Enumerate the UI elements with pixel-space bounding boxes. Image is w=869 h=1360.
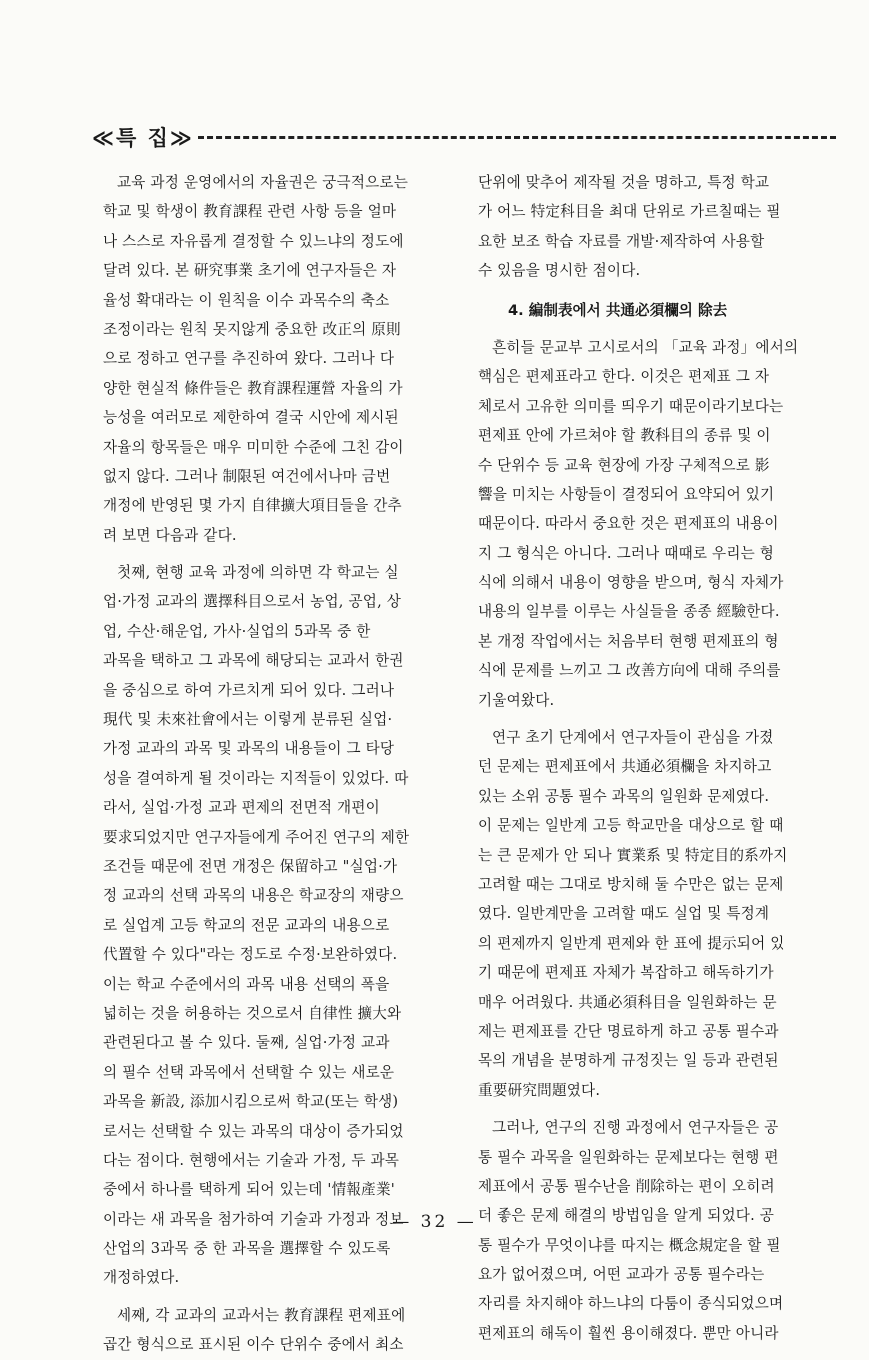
- text-line: 식에 문제를 느끼고 그 改善方向에 대해 주의를: [478, 662, 781, 680]
- text-line: 본 개정 작업에서는 처음부터 현행 편제표의 형: [478, 632, 779, 650]
- paragraph-gap: [478, 1105, 823, 1113]
- paragraph: [103, 1301, 440, 1360]
- text-line: 더 좋은 문제 해결의 방법임을 알게 되었다. 공: [478, 1207, 775, 1225]
- left-column: [103, 168, 440, 1360]
- text-line: 양한 현실적 條件들은 教育課程運營 자율의 가: [103, 379, 403, 397]
- text-line: 기 때문에 편제표 자체가 복잡하고 해독하기가: [478, 964, 774, 982]
- text-line: 없지 않다. 그러나 制限된 여건에서나마 금번: [103, 467, 391, 485]
- text-line: 그러나, 연구의 진행 과정에서 연구자들은 공: [492, 1119, 779, 1137]
- text-line: 는 큰 문제가 안 되나 實業系 및 特定目的系까지: [478, 846, 788, 864]
- text-line: 가정 교과의 과목 및 과목의 내용들이 그 타당: [103, 740, 395, 758]
- text-line: 첫째, 현행 교육 과정에 의하면 각 학교는 실: [117, 564, 399, 582]
- text-line: 이라는 새 과목을 첨가하여 기술과 가정과 정보: [103, 1210, 404, 1228]
- text-line: 代置할 수 있다"라는 정도로 수정·보완하였다.: [103, 946, 398, 964]
- text-line: 로서는 선택할 수 있는 과목의 대상이 증가되었: [103, 1122, 404, 1140]
- text-line: 넓히는 것을 허용하는 것으로서 自律性 擴大와: [103, 1004, 402, 1022]
- text-line: 있는 소위 공통 필수 과목의 일원화 문제였다.: [478, 787, 770, 805]
- paragraph: [103, 558, 440, 1293]
- text-line: 성을 결여하게 될 것이라는 지적들이 있었다. 따: [103, 769, 409, 787]
- text-line: 목의 개념을 분명하게 규정짓는 일 등과 관련된: [478, 1052, 779, 1070]
- paragraph: [103, 168, 440, 550]
- text-line: 수 있음을 명시한 점이다.: [478, 262, 641, 280]
- text-line: 나 스스로 자유롭게 결정할 수 있느냐의 정도에: [103, 232, 404, 250]
- header-dashed-rule: [198, 136, 836, 139]
- text-line: 을 중심으로 하여 가르치게 되어 있다. 그러나: [103, 681, 395, 699]
- paragraph-gap: [103, 550, 440, 558]
- text-line: 업, 수산·해운업, 가사·실업의 5과목 중 한: [103, 622, 371, 640]
- text-line: 기울여왔다.: [478, 691, 555, 709]
- text-line: 重要研究問題였다.: [478, 1081, 601, 1099]
- text-line: 조정이라는 원칙 못지않게 중요한 改正의 原則: [103, 320, 401, 338]
- text-line: 響을 미치는 사항들이 결정되어 요약되어 있기: [478, 485, 775, 503]
- page-number: — 32 —: [392, 1212, 477, 1232]
- text-line: 과목을 新設, 添加시킴으로써 학교(또는 학생): [103, 1093, 399, 1111]
- text-line: 조건들 때문에 전면 개정은 保留하고 "실업·가: [103, 857, 398, 875]
- text-line: 고려할 때는 그대로 방치해 둘 수만은 없는 문제: [478, 875, 784, 893]
- text-line: 교육 과정 운영에서의 자율권은 궁극적으로는: [117, 174, 409, 191]
- text-line: 세째, 각 교과의 교과서는 教育課程 편제표에: [117, 1306, 406, 1324]
- section-title: ≪특 집≫: [92, 126, 194, 150]
- text-line: 식에 의해서 내용이 영향을 받으며, 형식 자체가: [478, 574, 784, 592]
- text-line: 요가 없어졌으며, 어떤 교과가 공통 필수라는: [478, 1266, 765, 1284]
- text-line: 였다. 일반계만을 고려할 때도 실업 및 특정계: [478, 905, 770, 923]
- text-line: 개정에 반영된 몇 가지 自律擴大項目들을 간추: [103, 497, 402, 515]
- text-line: 려 보면 다음과 같다.: [103, 526, 237, 544]
- text-line: 달려 있다. 본 研究事業 초기에 연구자들은 자: [103, 262, 397, 280]
- text-line: 산업의 3과목 중 한 과목을 選擇할 수 있도록: [103, 1240, 391, 1258]
- text-line: 통 필수가 무엇이냐를 따지는 概念規定을 할 필: [478, 1236, 781, 1254]
- text-line: 내용의 일부를 이루는 사실들을 종종 經驗한다.: [478, 603, 780, 621]
- text-line: 제는 편제표를 간단 명료하게 하고 공통 필수과: [478, 1022, 779, 1040]
- text-line: 연구 초기 단계에서 연구자들이 관심을 가졌: [492, 729, 774, 747]
- text-line: 핵심은 편제표라고 한다. 이것은 편제표 그 자: [478, 368, 770, 386]
- text-line: 지 그 형식은 아니다. 그러나 때때로 우리는 형: [478, 544, 775, 562]
- text-line: 가 어느 特定科目을 최대 단위로 가르칠때는 필: [478, 203, 781, 221]
- text-line: 자리를 차지해야 하느냐의 다툼이 종식되었으며: [478, 1295, 784, 1313]
- paragraph-gap: [478, 715, 823, 723]
- text-line: 으로 정하고 연구를 추진하여 왔다. 그러나 다: [103, 350, 395, 368]
- text-line: 라서, 실업·가정 교과 편제의 전면적 개편이: [103, 799, 380, 817]
- text-line: 통 필수 과목을 일원화하는 문제보다는 현행 편: [478, 1148, 779, 1166]
- text-line: 의 편제까지 일반계 편제와 한 표에 提示되어 있: [478, 934, 785, 952]
- text-line: 관련된다고 볼 수 있다. 둘째, 실업·가정 교과: [103, 1034, 390, 1052]
- text-line: 단위에 맞추어 제작될 것을 명하고, 특정 학교: [478, 174, 770, 191]
- text-line: 중에서 하나를 택하게 되어 있는데 '情報產業': [103, 1181, 395, 1199]
- text-line: 수 단위수 등 교육 현장에 가장 구체적으로 影: [478, 456, 770, 474]
- text-line: 정 교과의 선택 과목의 내용은 학교장의 재량으: [103, 887, 404, 905]
- text-line: 개정하였다.: [103, 1269, 180, 1287]
- text-line: 학교 및 학생이 教育課程 관련 사항 등을 얼마: [103, 203, 397, 221]
- text-line: 이 문제는 일반계 고등 학교만을 대상으로 할 때: [478, 817, 784, 835]
- text-line: 던 문제는 편제표에서 共通必須欄을 차지하고: [478, 758, 772, 776]
- text-line: 체로서 고유한 의미를 띄우기 때문이라기보다는: [478, 397, 784, 415]
- text-line: 이는 학교 수준에서의 과목 내용 선택의 폭을: [103, 975, 390, 993]
- text-line: 편제표의 해독이 훨씬 용이해졌다. 뿐만 아니라: [478, 1324, 779, 1342]
- text-line: 다는 점이다. 현행에서는 기술과 가정, 두 과목: [103, 1151, 400, 1169]
- text-line: 때문이다. 따라서 중요한 것은 편제표의 내용이: [478, 515, 779, 533]
- text-line: 과목을 택하고 그 과목에 해당되는 교과서 한권: [103, 652, 404, 670]
- text-line: 매우 어려웠다. 共通必須科目을 일원화하는 문: [478, 993, 777, 1011]
- text-line: 現代 및 未來社會에서는 이렇게 분류된 실업·: [103, 711, 393, 729]
- text-line: 로 실업계 고등 학교의 전문 교과의 내용으로: [103, 916, 390, 934]
- text-line: 곱간 형식으로 표시된 이수 단위수 중에서 최소: [103, 1336, 404, 1354]
- section-heading: 4. 編制表에서 共通必須欄의 除去: [508, 301, 728, 319]
- text-line: 편제표 안에 가르쳐야 할 教科目의 종류 및 이: [478, 427, 771, 445]
- text-line: 요한 보조 학습 자료를 개발·제작하여 사용할: [478, 232, 765, 250]
- text-line: 要求되었지만 연구자들에게 주어진 연구의 제한: [103, 828, 410, 846]
- section-header: [92, 124, 836, 150]
- paragraph: [478, 333, 823, 715]
- text-line: 제표에서 공통 필수난을 削除하는 편이 오히려: [478, 1177, 775, 1195]
- paragraph: [478, 168, 823, 286]
- paragraph-gap: [103, 1293, 440, 1301]
- text-line: 흔히들 문교부 고시로서의 「교육 과정」에서의: [492, 338, 799, 356]
- text-line: 자율의 항목들은 매우 미미한 수준에 그친 감이: [103, 438, 404, 456]
- text-line: 업·가정 교과의 選擇科目으로서 농업, 공업, 상: [103, 593, 402, 611]
- paragraph: [478, 723, 823, 1105]
- text-line: 의 필수 선택 과목에서 선택할 수 있는 새로운: [103, 1063, 395, 1081]
- text-line: 율성 확대라는 이 원칙을 이수 과목수의 축소: [103, 291, 390, 309]
- right-column: [478, 168, 823, 1348]
- text-line: 능성을 여러모로 제한하여 결국 시안에 제시된: [103, 409, 399, 427]
